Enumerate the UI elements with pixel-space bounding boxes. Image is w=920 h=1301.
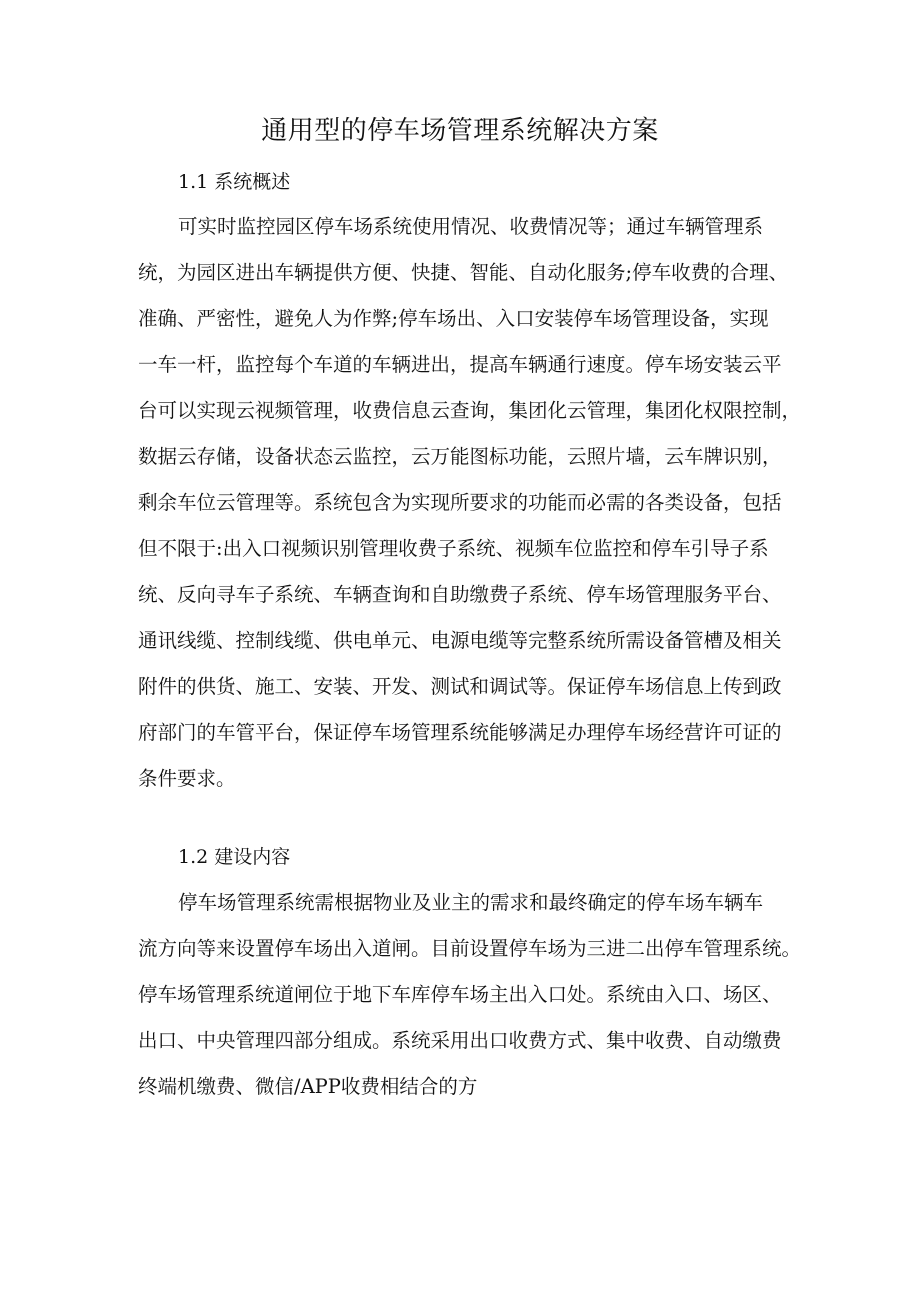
- paragraph-line: 府部门的车管平台，保证停车场管理系统能够满足办理停车场经营许可证的: [138, 721, 782, 744]
- section-heading-construction: 1.2 建设内容: [178, 846, 291, 868]
- paragraph-line: 终端机缴费、微信/APP收费相结合的方: [138, 1075, 478, 1098]
- section-heading-overview: 1.1 系统概述: [178, 171, 291, 193]
- paragraph-line: 台可以实现云视频管理，收费信息云查询，集团化云管理，集团化权限控制，: [138, 399, 802, 422]
- paragraph-line: 可实时监控园区停车场系统使用情况、收费情况等；通过车辆管理系: [178, 215, 764, 238]
- paragraph-line: 统、反向寻车子系统、车辆查询和自助缴费子系统、停车场管理服务平台、: [138, 583, 782, 606]
- paragraph-line: 统，为园区进出车辆提供方便、快捷、智能、自动化服务;停车收费的合理、: [138, 261, 789, 284]
- paragraph-line: 准确、严密性，避免人为作弊;停车场出、入口安装停车场管理设备，实现: [138, 307, 769, 330]
- paragraph-line: 停车场管理系统道闸位于地下车库停车场主出入口处。系统由入口、场区、: [138, 983, 782, 1006]
- paragraph-line: 停车场管理系统需根据物业及业主的需求和最终确定的停车场车辆车: [178, 891, 764, 914]
- paragraph-line: 附件的供货、施工、安装、开发、测试和调试等。保证停车场信息上传到政: [138, 675, 782, 698]
- paragraph-line: 通讯线缆、控制线缆、供电单元、电源电缆等完整系统所需设备管槽及相关: [138, 629, 782, 652]
- paragraph-line: 但不限于:出入口视频识别管理收费子系统、视频车位监控和停车引导子系: [138, 537, 769, 560]
- paragraph-line: 一车一杆，监控每个车道的车辆进出，提高车辆通行速度。停车场安装云平: [138, 353, 782, 376]
- paragraph-line: 条件要求。: [138, 767, 236, 790]
- paragraph-line: 数据云存储，设备状态云监控，云万能图标功能，云照片墙，云车牌识别，: [138, 445, 782, 468]
- paragraph-line: 剩余车位云管理等。系统包含为实现所要求的功能而必需的各类设备，包括: [138, 491, 782, 514]
- document-title: 通用型的停车场管理系统解决方案: [261, 116, 659, 146]
- paragraph-line: 流方向等来设置停车场出入道闸。目前设置停车场为三进二出停车管理系统。: [138, 937, 802, 960]
- paragraph-line: 出口、中央管理四部分组成。系统采用出口收费方式、集中收费、自动缴费: [138, 1029, 782, 1052]
